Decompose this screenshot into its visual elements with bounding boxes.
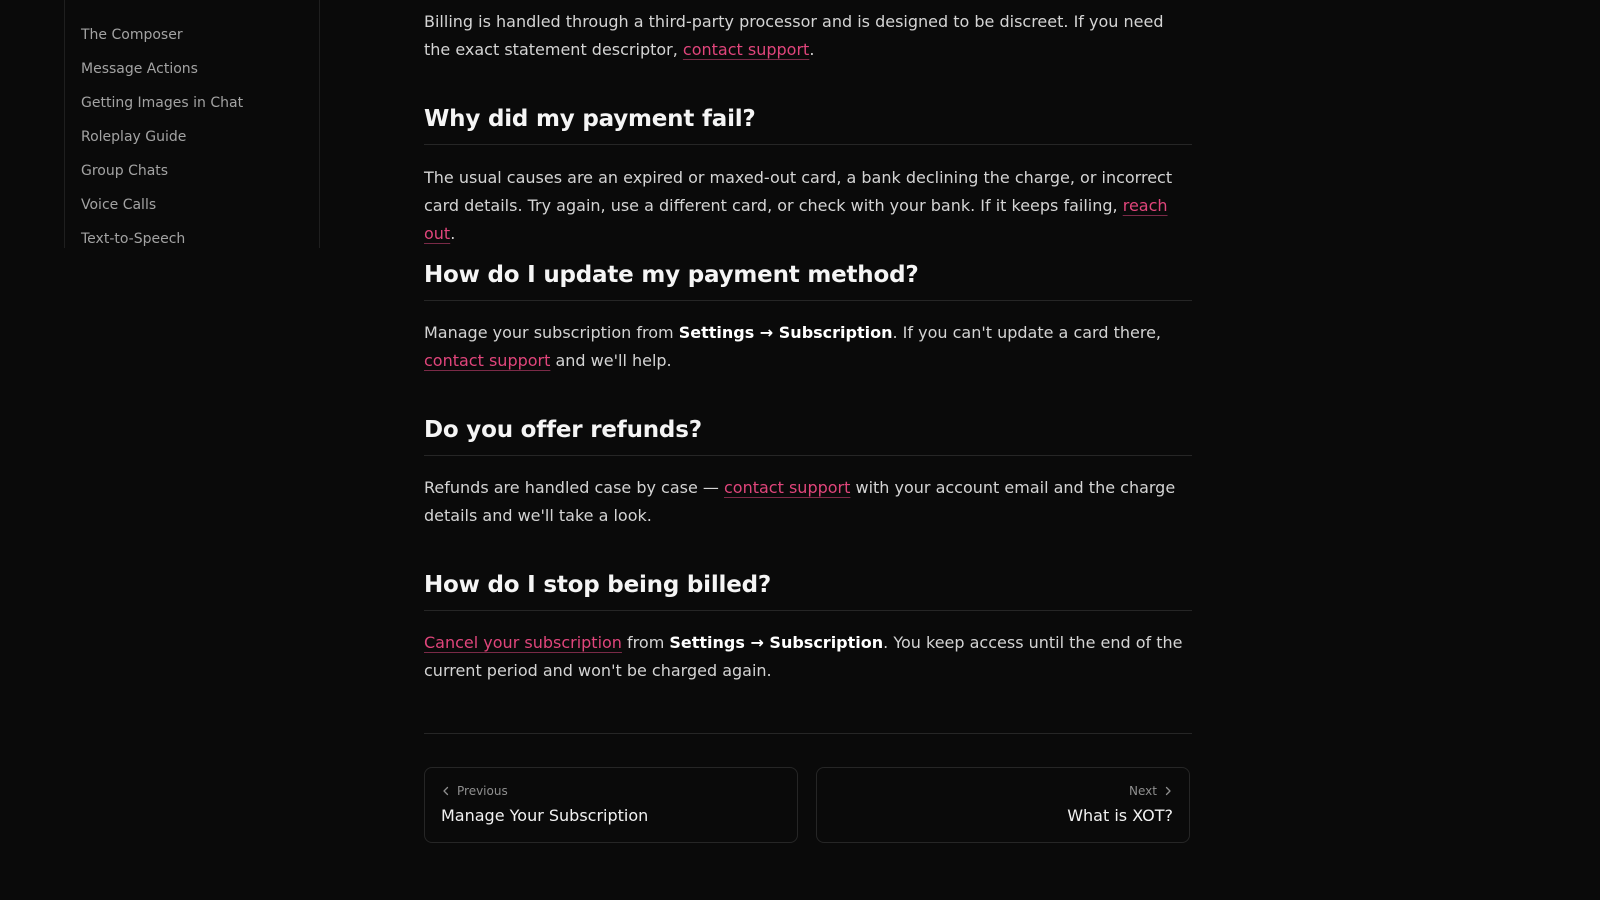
stop-billing-text-mid: from — [621, 633, 670, 652]
update-payment-paragraph — [424, 319, 1192, 375]
chevron-left-icon — [441, 786, 451, 796]
cancel-subscription-link[interactable]: Cancel your subscription — [424, 633, 622, 652]
previous-label: Previous — [457, 784, 508, 798]
update-payment-text: Manage your subscription from — [424, 323, 679, 342]
refunds-paragraph — [424, 474, 1192, 530]
intro-text: Billing is handled through a third-party processor and is designed to be discreet. If you need the exact statement descriptor, — [424, 12, 1164, 59]
previous-page-card[interactable] — [424, 767, 798, 843]
next-label-row — [1129, 784, 1173, 798]
contact-support-link[interactable]: contact support — [682, 40, 810, 59]
contact-support-link[interactable]: contact support — [424, 351, 551, 370]
settings-path: Settings → Subscription — [678, 323, 893, 342]
content-divider — [424, 733, 1192, 734]
contact-support-link[interactable]: contact support — [724, 478, 851, 497]
heading-payment-fail: Why did my payment fail? — [424, 106, 1192, 145]
stop-billing-paragraph — [424, 629, 1192, 685]
heading-refunds: Do you offer refunds? — [424, 417, 1192, 456]
payment-fail-paragraph — [424, 164, 1192, 248]
sidebar-item-text-to-speech[interactable]: Text-to-Speech — [81, 231, 186, 247]
sidebar-item-roleplay-guide[interactable]: Roleplay Guide — [81, 129, 187, 145]
sidebar-item-group-chats[interactable]: Group Chats — [81, 163, 169, 179]
chevron-right-icon — [1163, 786, 1173, 796]
heading-stop-billing: How do I stop being billed? — [424, 572, 1192, 611]
heading-update-payment: How do I update my payment method? — [424, 262, 1192, 301]
stop-billing-text-end: . You keep access until the end of the current period and won't be charged again. — [424, 633, 1183, 680]
payment-fail-text: The usual causes are an expired or maxed-out card, a bank declining the charge, or incorrect card details. Try again, use a different card, or check with your bank. If it keeps failing, — [424, 168, 1173, 215]
next-label: Next — [1129, 784, 1157, 798]
docs-sidebar — [64, 0, 320, 248]
refunds-text: Refunds are handled case by case — — [424, 478, 724, 497]
sidebar-item-message-actions[interactable]: Message Actions — [81, 61, 198, 77]
intro-paragraph — [424, 8, 1192, 64]
previous-page-title: Manage Your Subscription — [441, 806, 649, 825]
refunds-text-end: with your account email and the charge details and we'll take a look. — [424, 478, 1176, 525]
payment-fail-text-end: . — [450, 224, 456, 243]
sidebar-item-voice-calls[interactable]: Voice Calls — [81, 197, 157, 213]
update-payment-text-mid: . If you can't update a card there, — [892, 323, 1161, 342]
intro-text-end: . — [809, 40, 815, 59]
update-payment-text-end: and we'll help. — [550, 351, 672, 370]
sidebar-item-getting-images-in-chat[interactable]: Getting Images in Chat — [81, 95, 244, 111]
settings-path: Settings → Subscription — [669, 633, 884, 652]
next-page-title: What is XOT? — [1067, 806, 1173, 825]
reach-out-link[interactable]: reach out — [424, 196, 1168, 243]
next-page-card[interactable] — [816, 767, 1190, 843]
sidebar-item-the-composer[interactable]: The Composer — [81, 27, 183, 43]
previous-label-row — [441, 784, 508, 798]
